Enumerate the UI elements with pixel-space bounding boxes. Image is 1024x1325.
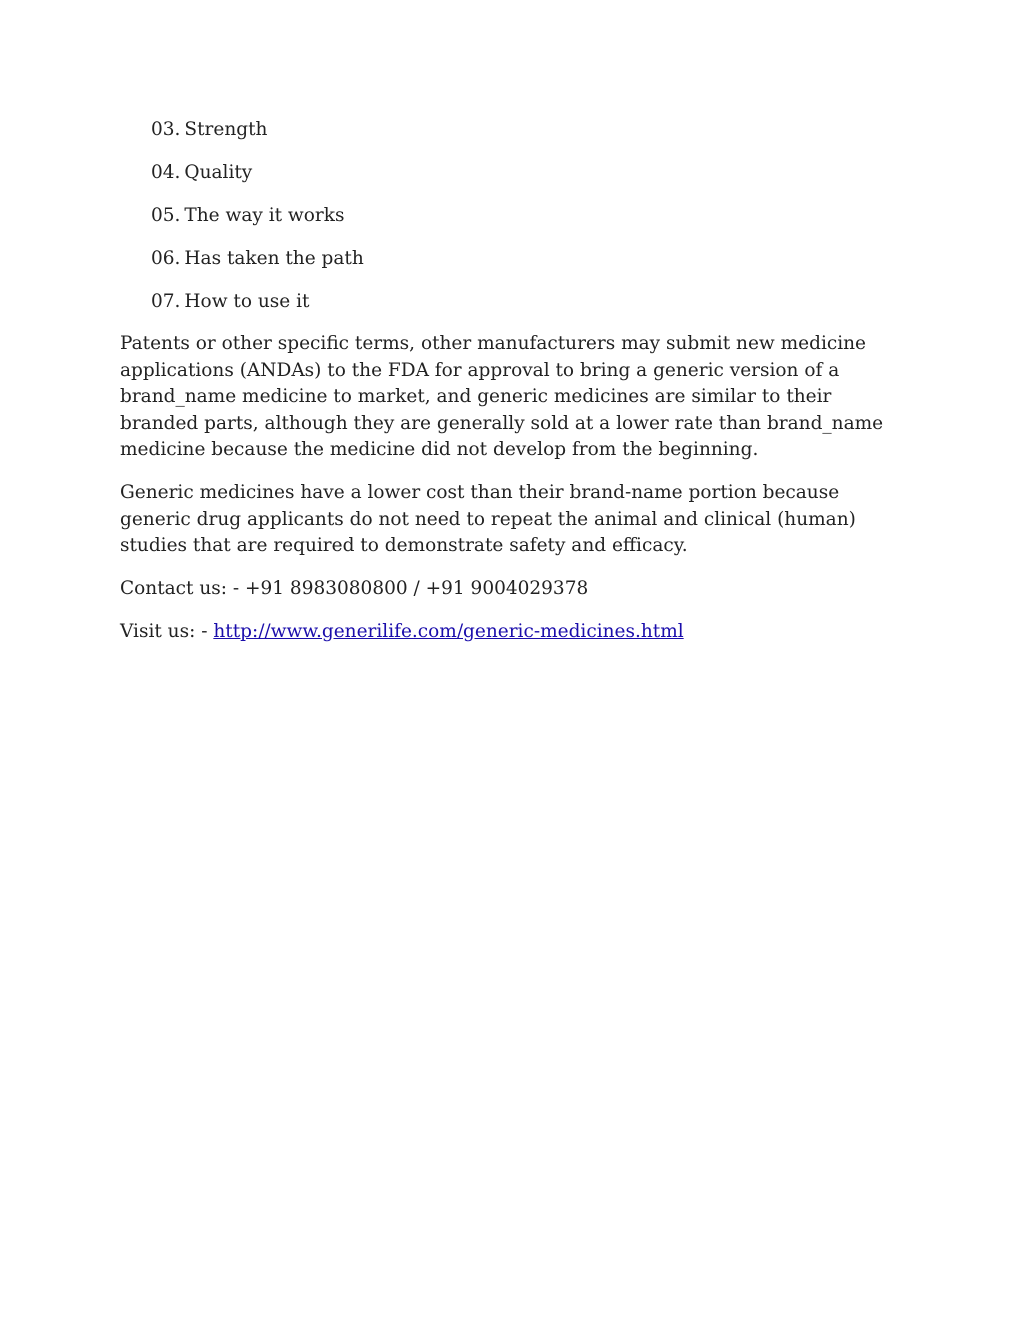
document-content — [120, 116, 910, 662]
visit-prefix: Visit us: - — [120, 621, 214, 642]
list-item-number: 03. — [151, 119, 181, 140]
contact-line: Contact us: - +91 8983080800 / +91 9004029378 — [120, 578, 589, 599]
list-item-text: Strength — [184, 119, 268, 140]
list-item-number: 06. — [151, 248, 181, 269]
list-item-text: The way it works — [184, 205, 345, 226]
generic-medicines-paragraph: Generic medicines have a lower cost than their brand-name portion because generic drug applicants do not need to repeat the animal and clinical (human) studies that are required to demonstrate safety and efficacy. — [120, 482, 856, 556]
list-item — [151, 245, 910, 272]
list-item — [151, 202, 910, 229]
visit-line — [120, 619, 910, 646]
list-item-number: 04. — [151, 162, 181, 183]
list-item-text: Quality — [184, 162, 253, 183]
list-item-number: 05. — [151, 205, 181, 226]
list-item — [151, 159, 910, 186]
list-item — [151, 288, 910, 315]
website-link[interactable]: http://www.generilife.com/generic-medicines.html — [213, 621, 684, 642]
list-item-text: How to use it — [184, 291, 310, 312]
list-item — [151, 116, 910, 143]
patents-paragraph: Patents or other specific terms, other manufacturers may submit new medicine applications (ANDAs) to the FDA for approval to bring a generic version of a brand_name medicine to market, and generic medicines are similar to their branded parts, although they are generally sold at a lower rate than brand_name medicine because the medicine did not develop from the beginning. — [120, 333, 884, 460]
numbered-list — [120, 116, 910, 315]
list-item-text: Has taken the path — [184, 248, 364, 269]
list-item-number: 07. — [151, 291, 181, 312]
